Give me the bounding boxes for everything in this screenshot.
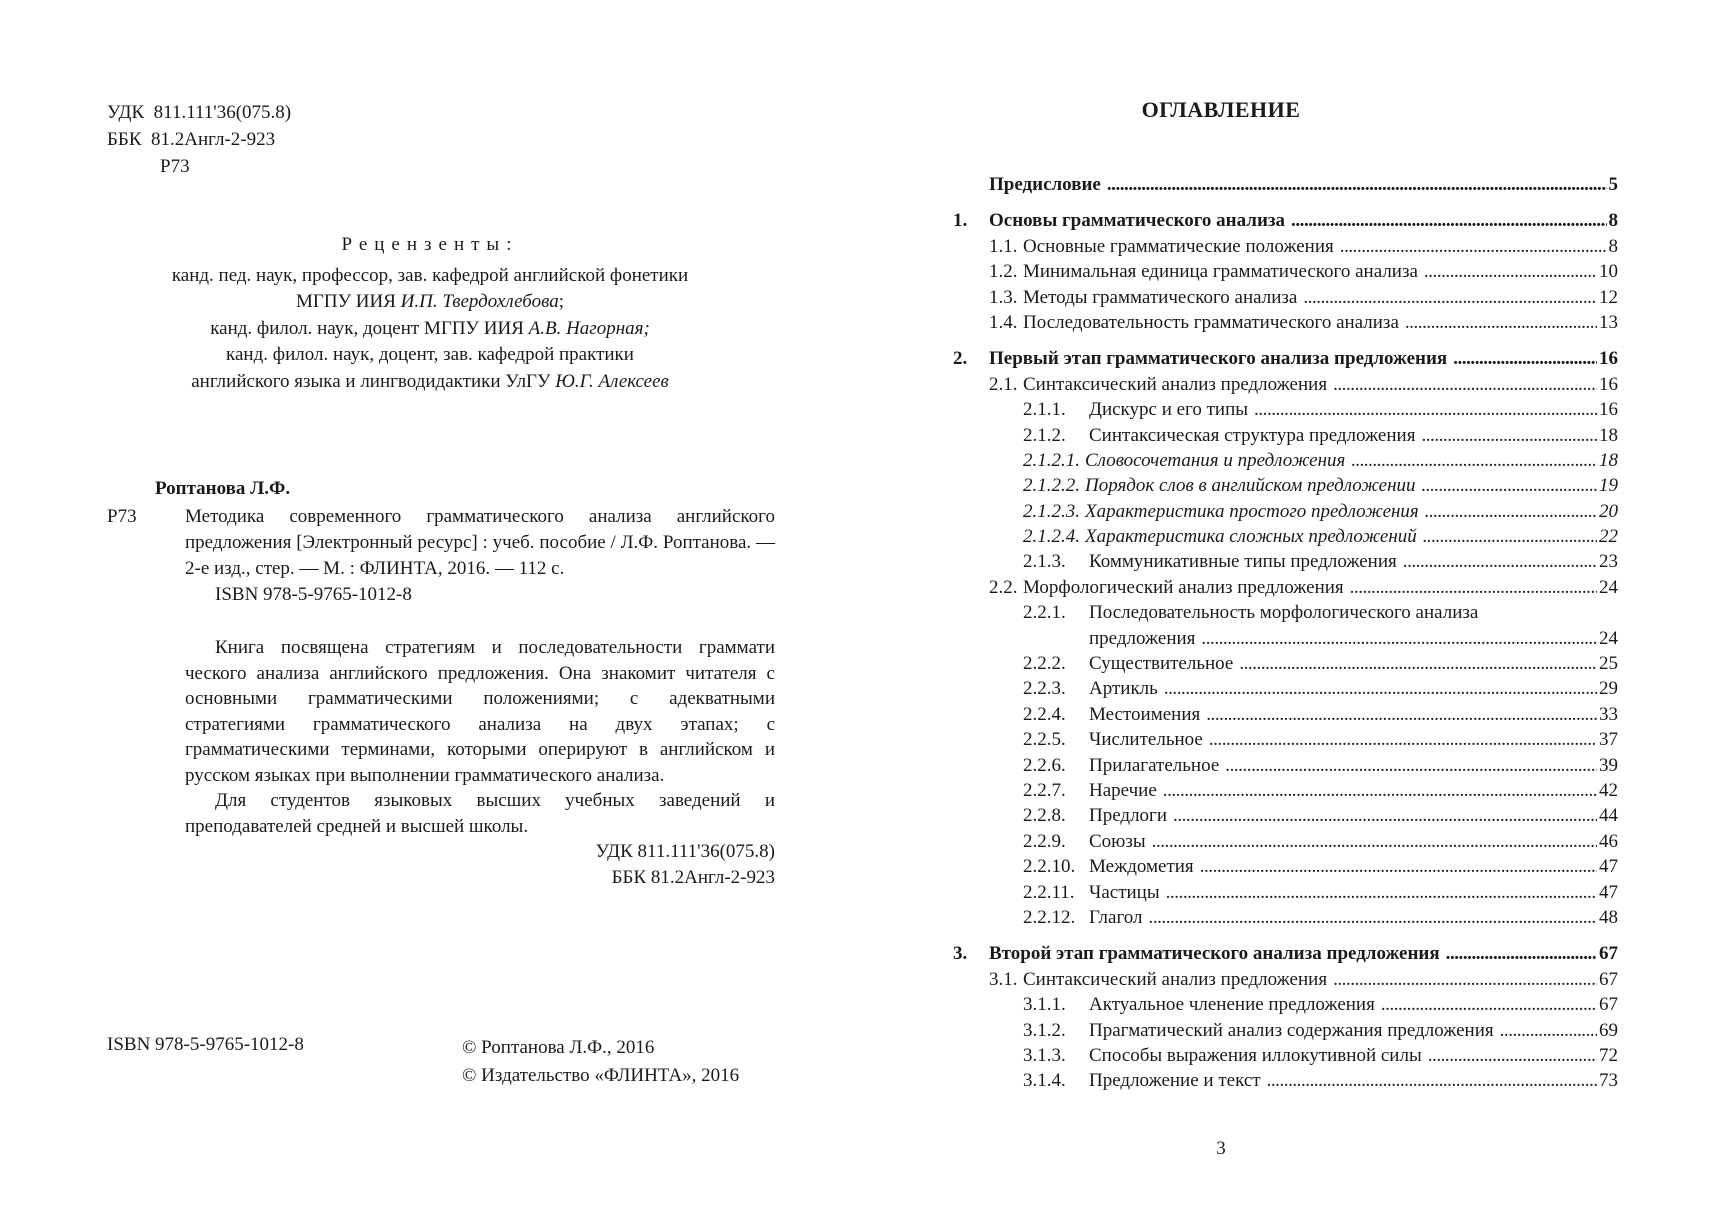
toc-entry-number: 2.1.2.4. (1023, 526, 1080, 548)
reviewers-block (120, 232, 740, 395)
toc-leader-dots (1421, 423, 1597, 448)
toc-entry-page: 23 (1599, 551, 1618, 573)
annotation (185, 635, 775, 890)
toc-entry-number: 2.1. (989, 373, 1018, 395)
toc-entry-number: 2.2.5. (1023, 729, 1066, 751)
toc-leader-dots (1149, 905, 1597, 930)
toc-entry-title: Методы грамматического анализа (1023, 286, 1298, 308)
toc-entry[interactable] (953, 172, 1618, 197)
toc-entry-page: 8 (1608, 235, 1618, 257)
toc-entry-title: Морфологический анализ предложения (1023, 576, 1344, 598)
class-udk: УДК 811.111'36(075.8) (595, 841, 775, 862)
toc-entry-number: 2.1.1. (1023, 399, 1066, 421)
toc-entry-page: 67 (1599, 943, 1618, 965)
toc-entry-page: 67 (1599, 968, 1618, 990)
toc-entry-page: 20 (1599, 500, 1618, 522)
toc-entry[interactable] (953, 372, 1618, 397)
toc-entry-number: 2.2.2. (1023, 653, 1066, 675)
toc-leader-dots (1453, 346, 1597, 371)
copyright-publisher: © Издательство «ФЛИНТА», 2016 (462, 1065, 740, 1086)
reviewer-line (120, 263, 740, 290)
toc-leader-dots (1152, 829, 1597, 854)
toc-entry-number: 2.1.2. (1023, 424, 1066, 446)
toc-entry-number: 2.2. (989, 576, 1018, 598)
toc-entry-page: 72 (1599, 1044, 1618, 1066)
toc-leader-dots (1254, 397, 1597, 422)
reviewer-name: И.П. Твердохлебова (400, 291, 559, 312)
toc-entry-page: 39 (1599, 754, 1618, 776)
toc-entry-title: Союзы (1089, 830, 1146, 852)
reviewers-title: Рецензенты: (341, 234, 519, 255)
bbk-line: ББК 81.2Англ-2-923 (107, 129, 276, 150)
toc-entry[interactable] (953, 397, 1618, 422)
toc-leader-dots (1107, 172, 1607, 197)
toc-entry-title: Основы грамматического анализа (989, 210, 1286, 232)
author-mark-line: Р73 (160, 156, 190, 177)
toc-entry[interactable] (953, 1068, 1618, 1093)
reviewer-line (120, 316, 740, 343)
toc-entry-title: Последовательность грамматического анализа (1023, 311, 1399, 333)
toc-leader-dots (1403, 549, 1597, 574)
toc-entry[interactable] (953, 651, 1618, 676)
toc-leader-dots (1173, 803, 1597, 828)
toc-entry[interactable] (953, 854, 1618, 879)
toc-entry-number: 2.2.6. (1023, 754, 1066, 776)
toc-entry[interactable] (953, 727, 1618, 752)
reviewer-text: канд. филол. наук, доцент, зав. кафедрой практики (226, 344, 634, 365)
toc-entry-page: 37 (1599, 729, 1618, 751)
toc-entry[interactable] (953, 423, 1618, 448)
toc-entry-number: 1. (953, 210, 968, 232)
toc-leader-dots (1206, 702, 1597, 727)
toc-entry-page: 16 (1599, 373, 1618, 395)
toc-entry-title: Существительное (1089, 653, 1234, 675)
toc-entry-title: Предлоги (1089, 805, 1168, 827)
toc-entry[interactable] (953, 1043, 1618, 1068)
udk-block (107, 99, 291, 180)
bibliographic-description: Методика современного грамматического анализа английского предложения [Электронный ресурс] : учеб. пособие / Л.Ф. Роптанова. — 2-е изд., стер. — М. : ФЛИНТА, 2016. — 112 с. (185, 506, 775, 579)
toc-entry-page: 13 (1599, 311, 1618, 333)
toc-leader-dots (1423, 524, 1597, 549)
toc-entry-title: Актуальное членение предложения (1089, 994, 1375, 1016)
toc-leader-dots (1209, 727, 1597, 752)
toc-entry-title: Минимальная единица грамматического анализа (1023, 261, 1418, 283)
toc-leader-dots (1239, 651, 1597, 676)
page-number: 3 (1216, 1138, 1226, 1159)
reviewer-line (120, 369, 740, 396)
toc-entry-title: Прагматический анализ содержания предложения (1089, 1019, 1494, 1041)
toc-entry-title: Предисловие (989, 174, 1101, 195)
toc-entry-number: 2.2.12. (1023, 906, 1076, 928)
toc-leader-dots (1424, 259, 1597, 284)
toc-entry-title: Второй этап грамматического анализа предложения (989, 943, 1440, 965)
toc-entry-page: 42 (1599, 779, 1618, 801)
toc-entry-page: 29 (1599, 678, 1618, 700)
toc-entry[interactable] (953, 549, 1618, 574)
toc-entry-page: 47 (1599, 856, 1618, 878)
toc-entry[interactable] (953, 829, 1618, 854)
toc-entry-number: 3. (953, 943, 968, 965)
toc-entry-page: 67 (1599, 994, 1618, 1016)
reviewer-tail: ; (558, 291, 564, 312)
toc-entry[interactable] (953, 473, 1618, 498)
bibliographic-record (107, 504, 775, 608)
toc-title: ОГЛАВЛЕНИЕ (1141, 97, 1301, 122)
toc-entry-title: предложения (1089, 627, 1196, 649)
toc-entry-title: Словосочетания и предложения (1085, 449, 1346, 471)
toc-entry-page: 16 (1599, 348, 1618, 370)
toc-entry-number: 3.1.2. (1023, 1019, 1066, 1041)
toc-entry-page: 16 (1599, 399, 1618, 421)
toc-entry-title: Глагол (1089, 906, 1143, 928)
toc-entry[interactable] (953, 575, 1618, 600)
toc-entry-title: Последовательность морфологического анализа (1089, 602, 1479, 624)
toc-entry-title: Характеристика сложных предложений (1085, 526, 1417, 548)
author-name: Роптанова Л.Ф. (155, 478, 291, 499)
toc-entry[interactable] (953, 778, 1618, 803)
left-page (0, 0, 856, 1211)
toc-entry-title: Способы выражения иллокутивной силы (1089, 1044, 1422, 1066)
toc-entry-number: 3.1. (989, 968, 1018, 990)
toc-entry-number: 3.1.1. (1023, 994, 1066, 1016)
toc-entry-title: Синтаксический анализ предложения (1023, 373, 1328, 395)
toc-entry[interactable] (953, 524, 1618, 549)
toc-entry-title: Порядок слов в английском предложении (1085, 475, 1416, 497)
toc-entry-title: Дискурс и его типы (1089, 399, 1249, 421)
toc-entry-page: 44 (1599, 805, 1618, 827)
toc-entry-title: Первый этап грамматического анализа предложения (989, 348, 1448, 370)
author-mark: Р73 (107, 506, 137, 527)
toc-entry-title: Артикль (1089, 678, 1158, 700)
toc-leader-dots (1446, 941, 1597, 966)
toc-entry[interactable] (953, 676, 1618, 701)
toc-entry[interactable] (953, 803, 1618, 828)
right-page (856, 0, 1713, 1211)
toc-entry-page: 10 (1599, 261, 1618, 283)
toc-entry-title: Междометия (1089, 856, 1194, 878)
toc-entry-page: 24 (1599, 576, 1618, 598)
toc-leader-dots (1351, 448, 1597, 473)
toc-leader-dots (1333, 372, 1597, 397)
toc-entry[interactable] (953, 208, 1618, 233)
toc-entry-number: 2.2.4. (1023, 703, 1066, 725)
toc-entry-number: 2.2.3. (1023, 678, 1066, 700)
reviewer-line (120, 342, 740, 369)
toc-entry-title: Частицы (1089, 881, 1160, 903)
toc-entry-number: 2.1.2.2. (1023, 475, 1080, 497)
class-bbk: ББК 81.2Англ-2-923 (611, 866, 775, 888)
copyright-author: © Роптанова Л.Ф., 2016 (462, 1037, 655, 1058)
toc-leader-dots (1267, 1068, 1597, 1093)
reviewer-line (120, 289, 740, 316)
toc-leader-dots (1381, 992, 1597, 1017)
toc-leader-dots (1350, 575, 1597, 600)
toc-entry-number: 2.1.2.1. (1023, 449, 1080, 471)
toc-leader-dots (1340, 234, 1607, 259)
toc-entry-page: 24 (1599, 627, 1618, 649)
bottom-isbn: ISBN 978-5-9765-1012-8 (107, 1034, 304, 1055)
toc-entry-title: Синтаксическая структура предложения (1089, 424, 1416, 446)
toc-leader-dots (1425, 499, 1597, 524)
toc-entry[interactable] (953, 905, 1618, 930)
copyright-block (462, 1034, 739, 1090)
toc-entry-page: 19 (1599, 475, 1618, 497)
toc-entry[interactable] (953, 346, 1618, 371)
toc-entry[interactable] (953, 702, 1618, 727)
toc-entry[interactable] (953, 234, 1618, 259)
toc-entry-title: Коммуникативные типы предложения (1089, 551, 1397, 573)
toc-entry-number: 2.2.7. (1023, 779, 1066, 801)
table-of-contents (953, 172, 1618, 1094)
toc-entry-number: 2. (953, 348, 968, 370)
toc-entry[interactable] (953, 626, 1618, 651)
toc-entry-page: 33 (1599, 703, 1618, 725)
toc-leader-dots (1163, 778, 1597, 803)
toc-entry-number: 3.1.4. (1023, 1070, 1066, 1092)
toc-leader-dots (1225, 753, 1597, 778)
toc-entry[interactable] (953, 880, 1618, 905)
toc-entry-page: 25 (1599, 653, 1618, 675)
toc-entry-page: 18 (1599, 424, 1618, 446)
reviewer-name: Ю.Г. Алексеев (555, 370, 669, 392)
toc-leader-dots (1422, 473, 1597, 498)
toc-entry-page: 12 (1599, 286, 1618, 308)
toc-entry[interactable] (953, 967, 1618, 992)
toc-entry-number: 1.3. (989, 286, 1018, 308)
toc-entry[interactable] (953, 259, 1618, 284)
toc-entry[interactable] (953, 992, 1618, 1017)
reviewer-text: английского языка и лингводидактики УлГУ (191, 370, 556, 392)
toc-entry-title: Характеристика простого предложения (1085, 500, 1419, 522)
toc-entry-page: 73 (1599, 1070, 1618, 1092)
toc-entry-number: 3.1.3. (1023, 1044, 1066, 1066)
toc-entry-page: 48 (1599, 906, 1618, 928)
toc-entry[interactable] (953, 941, 1618, 966)
toc-entry[interactable] (953, 499, 1618, 524)
toc-entry-page: 18 (1599, 449, 1618, 471)
reviewer-name: А.В. Нагорная; (528, 317, 650, 339)
toc-entry-number: 1.2. (989, 261, 1018, 283)
reviewer-text: канд. пед. наук, профессор, зав. кафедрой английской фонетики (171, 264, 689, 286)
toc-entry-number: 2.1.2.3. (1023, 500, 1080, 522)
toc-entry-title: Наречие (1089, 779, 1157, 801)
toc-entry-number: 2.2.10. (1023, 856, 1076, 878)
toc-entry-number: 1.1. (989, 235, 1018, 257)
toc-leader-dots (1500, 1018, 1597, 1043)
annotation-paragraph: Книга посвящена стратегиям и последовательности граммати ческого анализа английского предложения. Она знакомит читателя с основными грамматическими положениями; с адекватными стратегиями грамматического анализа на двух этапах; с грамматическими терминами, которыми оперируют в английском и русском языках при выполнении грамматического анализа. (185, 637, 775, 786)
toc-entry[interactable] (953, 310, 1618, 335)
toc-leader-dots (1428, 1043, 1597, 1068)
toc-entry[interactable] (953, 448, 1618, 473)
toc-entry-title: Числительное (1089, 729, 1203, 751)
toc-leader-dots (1405, 310, 1597, 335)
toc-leader-dots (1303, 285, 1597, 310)
reviewer-text: канд. филол. наук, доцент МГПУ ИИЯ (210, 317, 529, 339)
toc-entry-number: 2.2.9. (1023, 830, 1066, 852)
toc-leader-dots (1164, 676, 1597, 701)
annotation-audience: Для студентов языковых высших учебных заведений и преподавателей средней и высшей школы. (185, 790, 775, 837)
toc-entry-title: Местоимения (1089, 703, 1201, 725)
udk-line: УДК 811.111'36(075.8) (107, 102, 292, 123)
toc-entry-title: Синтаксический анализ предложения (1023, 968, 1328, 990)
toc-leader-dots (1333, 967, 1597, 992)
toc-entry-page: 47 (1599, 881, 1618, 903)
toc-entry-number: 2.2.1. (1023, 602, 1066, 624)
toc-entry-page: 22 (1599, 526, 1618, 548)
toc-entry-number: 1.4. (989, 311, 1018, 333)
toc-leader-dots (1291, 208, 1606, 233)
toc-entry-title: Основные грамматические положения (1023, 235, 1334, 257)
toc-leader-dots (1200, 854, 1597, 879)
toc-leader-dots (1201, 626, 1597, 651)
toc-entry-number: 2.2.8. (1023, 805, 1066, 827)
toc-entry[interactable] (953, 600, 1618, 625)
toc-entry-page: 5 (1608, 174, 1618, 195)
toc-entry-title: Прилагательное (1089, 754, 1220, 776)
toc-leader-dots (1166, 880, 1597, 905)
toc-entry-page: 46 (1599, 830, 1618, 852)
isbn: ISBN 978-5-9765-1012-8 (215, 584, 412, 605)
toc-entry-number: 2.2.11. (1023, 881, 1075, 903)
toc-entry[interactable] (953, 1018, 1618, 1043)
toc-entry[interactable] (953, 753, 1618, 778)
reviewer-text: МГПУ ИИЯ (296, 291, 401, 312)
toc-entry-title: Предложение и текст (1089, 1070, 1261, 1092)
toc-entry-page: 8 (1608, 210, 1618, 232)
toc-entry-page: 69 (1599, 1019, 1618, 1041)
toc-entry[interactable] (953, 285, 1618, 310)
toc-entry-number: 2.1.3. (1023, 551, 1066, 573)
